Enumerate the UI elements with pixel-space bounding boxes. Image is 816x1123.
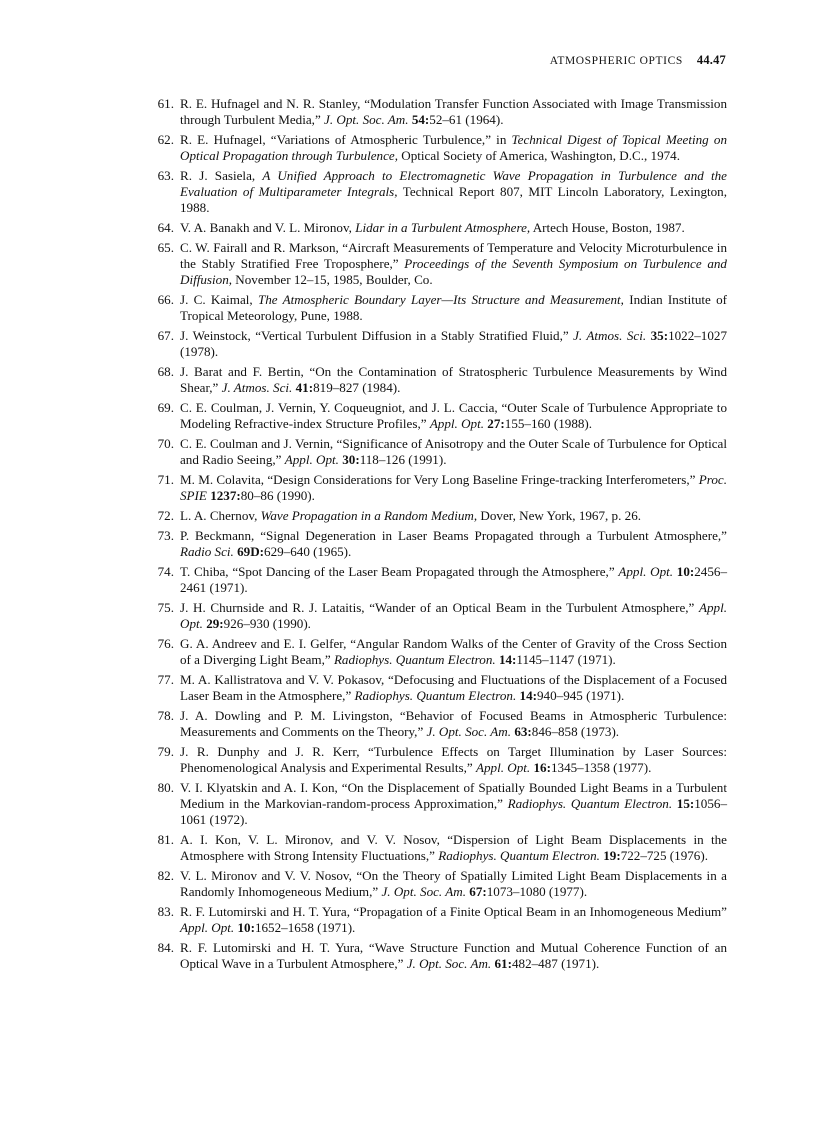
reference-title-italic: Proc. SPIE	[180, 472, 727, 504]
reference-text-segment: C. W. Fairall and R. Markson, “Aircraft Measurements of Temperature and Velocity Microturbulence in the Stably Stratified Free Troposphere,”	[180, 240, 727, 272]
reference-text-segment: 155–160 (1988).	[504, 416, 593, 432]
reference-title-italic: Appl. Opt.	[429, 416, 485, 432]
reference-text	[180, 528, 727, 559]
reference-text	[180, 868, 727, 899]
reference-text-segment: V. A. Banakh and V. L. Mironov,	[180, 220, 356, 236]
reference-item	[152, 96, 727, 128]
reference-text-segment: C. E. Coulman, J. Vernin, Y. Coqueugniot, and J. L. Caccia, “Outer Scale of Turbulence Appropriate to Modeling Refractive-index Structure Profiles,”	[180, 400, 727, 432]
reference-number: 69.	[157, 400, 174, 416]
reference-text-segment: T. Chiba, “Spot Dancing of the Laser Beam Propagated through the Atmosphere,”	[180, 564, 619, 579]
reference-item	[152, 220, 727, 236]
reference-title-italic: The Atmospheric Boundary Layer—Its Structure and Measurement,	[257, 292, 624, 308]
reference-title-italic: Lidar in a Turbulent Atmosphere,	[355, 220, 531, 236]
reference-text	[180, 132, 727, 163]
reference-number: 62.	[157, 132, 174, 147]
reference-text-segment: G. A. Andreev and E. I. Gelfer, “Angular Random Walks of the Center of Gravity of the Cross Section of a Diverging Light Beam,”	[180, 636, 727, 668]
reference-text	[180, 904, 727, 935]
reference-title-italic: Proceedings of the Seventh Symposium on Turbulence and Diffusion,	[180, 256, 727, 288]
reference-title-italic: J. Opt. Soc. Am.	[324, 112, 409, 128]
reference-text-segment: 2456–2461 (1971).	[180, 564, 727, 596]
reference-item	[152, 600, 727, 632]
reference-title-italic: Radiophys. Quantum Electron.	[354, 688, 517, 704]
reference-text-segment: Indian Institute of Tropical Meteorology, Pune, 1988.	[180, 292, 728, 324]
reference-volume: 35:	[650, 328, 669, 344]
reference-text	[180, 744, 727, 775]
reference-number: 81.	[157, 832, 174, 848]
reference-volume: 27:	[487, 416, 505, 432]
section-title: ATMOSPHERIC OPTICS	[549, 55, 683, 67]
reference-volume: 10:	[237, 920, 255, 936]
reference-text-segment: 1145–1147 (1971).	[516, 652, 616, 668]
reference-text	[180, 832, 727, 863]
reference-title-italic: Appl. Opt.	[180, 600, 727, 632]
reference-title-italic: Technical Digest of Topical Meeting on Optical Propagation through Turbulence,	[180, 132, 727, 164]
reference-text	[180, 780, 727, 827]
reference-text-segment: Optical Society of America, Washington, D.C., 1974.	[397, 148, 680, 164]
reference-item	[152, 132, 727, 164]
reference-text-segment: 482–487 (1971).	[511, 956, 600, 972]
reference-text-segment: November 12–15, 1985, Boulder, Co.	[232, 272, 433, 288]
reference-text-segment: 926–930 (1990).	[223, 616, 311, 632]
reference-volume: 30:	[342, 452, 360, 468]
reference-title-italic: Wave Propagation in a Random Medium,	[260, 508, 478, 524]
reference-volume: 10:	[676, 564, 695, 579]
reference-number: 71.	[157, 472, 174, 488]
reference-text	[180, 240, 727, 287]
reference-title-italic: Radiophys. Quantum Electron.	[438, 848, 600, 864]
reference-text-segment: J. Barat and F. Bertin, “On the Contamination of Stratospheric Turbulence Measurements by Wind Shear,”	[180, 364, 727, 396]
reference-item	[152, 240, 727, 289]
reference-text-segment: 629–640 (1965).	[264, 544, 352, 560]
reference-number: 83.	[157, 904, 174, 920]
reference-title-italic: Appl. Opt.	[618, 564, 674, 579]
reference-text	[180, 508, 641, 523]
reference-text-segment: 52–61 (1964).	[429, 112, 504, 128]
reference-text-segment: R. E. Hufnagel, “Variations of Atmospheric Turbulence,” in	[180, 132, 512, 147]
reference-volume: 69D:	[237, 544, 265, 560]
reference-volume: 54:	[411, 112, 430, 128]
reference-number: 65.	[157, 240, 174, 255]
reference-item	[152, 832, 727, 864]
reference-title-italic: J. Opt. Soc. Am.	[381, 884, 466, 900]
reference-text	[180, 472, 727, 503]
reference-text-segment: C. E. Coulman and J. Vernin, “Significance of Anisotropy and the Outer Scale of Turbulence for Optical and Radio Seeing,”	[180, 436, 727, 468]
reference-text	[180, 600, 727, 631]
reference-volume: 61:	[494, 956, 512, 972]
reference-text-segment: J. Weinstock, “Vertical Turbulent Diffusion in a Stably Stratified Fluid,”	[180, 328, 574, 344]
reference-item	[152, 472, 727, 504]
reference-item	[152, 528, 727, 560]
reference-text-segment: 819–827 (1984).	[313, 380, 401, 396]
reference-number: 82.	[157, 868, 174, 884]
reference-text-segment: 940–945 (1971).	[537, 688, 625, 704]
reference-volume: 16:	[533, 760, 551, 776]
reference-text	[180, 708, 727, 739]
reference-text	[180, 364, 727, 395]
reference-volume: 1237:	[210, 488, 241, 504]
reference-title-italic: J. Atmos. Sci.	[221, 380, 293, 396]
reference-text-segment: 1022–1027 (1978).	[180, 328, 727, 360]
reference-number: 75.	[157, 600, 174, 615]
reference-volume: 29:	[206, 616, 224, 632]
reference-text	[180, 328, 727, 359]
reference-volume: 63:	[514, 724, 532, 740]
reference-title-italic: J. Opt. Soc. Am.	[406, 956, 492, 972]
reference-text	[180, 940, 727, 971]
reference-text-segment: 1345–1358 (1977).	[550, 760, 652, 776]
reference-number: 64.	[157, 220, 174, 236]
reference-number: 61.	[157, 96, 174, 111]
reference-title-italic: Radiophys. Quantum Electron.	[507, 796, 673, 812]
reference-item	[152, 904, 727, 936]
reference-text	[180, 564, 727, 595]
reference-item	[152, 708, 727, 740]
reference-text	[180, 292, 727, 323]
reference-title-italic: A Unified Approach to Electromagnetic Wave Propagation in Turbulence and the Evaluation of Multiparameter Integrals,	[180, 168, 727, 200]
reference-number: 63.	[157, 168, 174, 183]
reference-text-segment: Technical Report 807, MIT Lincoln Laboratory, Lexington, 1988.	[180, 184, 728, 216]
reference-text-segment: J. C. Kaimal,	[180, 292, 258, 308]
reference-item	[152, 436, 727, 468]
reference-text	[180, 436, 727, 467]
reference-text-segment: 722–725 (1976).	[620, 848, 708, 864]
reference-text	[180, 672, 727, 703]
reference-text-segment: L. A. Chernov,	[180, 508, 261, 524]
reference-text-segment: P. Beckmann, “Signal Degeneration in Laser Beams Propagated through a Turbulent Atmosphere,”	[180, 528, 727, 543]
reference-title-italic: Radio Sci.	[180, 544, 234, 560]
reference-number: 70.	[157, 436, 174, 452]
reference-item	[152, 672, 727, 704]
reference-item	[152, 636, 727, 668]
reference-text-segment: J. R. Dunphy and J. R. Kerr, “Turbulence Effects on Target Illumination by Laser Sources: Phenomenological Analysis and Experimental Results,”	[180, 744, 727, 776]
reference-text-segment: 80–86 (1990).	[240, 488, 315, 504]
reference-volume: 41:	[295, 380, 314, 396]
reference-volume: 14:	[519, 688, 537, 704]
reference-title-italic: Appl. Opt.	[180, 920, 235, 936]
reference-text-segment: V. I. Klyatskin and A. I. Kon, “On the Displacement of Spatially Bounded Light Beams in a Turbulent Medium in the Markovian-random-process Approximation,”	[180, 780, 727, 812]
reference-number: 72.	[157, 508, 174, 524]
reference-text	[180, 96, 727, 127]
reference-text-segment: R. J. Sasiela,	[180, 168, 263, 183]
reference-item	[152, 364, 727, 396]
reference-number: 77.	[157, 672, 174, 687]
page-number: 44.47	[696, 53, 726, 67]
reference-text-segment: R. E. Hufnagel and N. R. Stanley, “Modulation Transfer Function Associated with Image Transmission through Turbulent Media,”	[180, 96, 727, 128]
reference-text-segment: R. F. Lutomirski and H. T. Yura, “Propagation of a Finite Optical Beam in an Inhomogeneous Medium”	[180, 904, 727, 920]
reference-text-segment: 1056–1061 (1972).	[180, 796, 727, 828]
reference-text-segment: 1073–1080 (1977).	[486, 884, 588, 900]
reference-title-italic: Radiophys. Quantum Electron.	[333, 652, 496, 668]
reference-text	[180, 400, 727, 431]
reference-item	[152, 400, 727, 432]
reference-text-segment: A. I. Kon, V. L. Mironov, and V. V. Nosov, “Dispersion of Light Beam Displacements in the Atmosphere with Strong Intensity Fluctuations,”	[180, 832, 727, 864]
reference-item	[152, 508, 727, 524]
reference-volume: 67:	[469, 884, 487, 900]
reference-number: 66.	[157, 292, 174, 308]
reference-text-segment: 846–858 (1973).	[531, 724, 620, 740]
reference-title-italic: J. Atmos. Sci.	[573, 328, 647, 344]
reference-volume: 15:	[676, 796, 695, 812]
reference-text	[180, 636, 727, 667]
reference-number: 76.	[157, 636, 174, 651]
reference-text-segment: Artech House, Boston, 1987.	[530, 220, 685, 236]
reference-text-segment: M. A. Kallistratova and V. V. Pokasov, “Defocusing and Fluctuations of the Displacement of a Focused Laser Beam in the Atmosphere,”	[180, 672, 727, 704]
reference-number: 74.	[157, 564, 174, 579]
reference-text	[180, 168, 727, 215]
reference-text-segment: 118–126 (1991).	[359, 452, 447, 468]
reference-item	[152, 564, 727, 596]
reference-list	[152, 96, 727, 976]
reference-number: 68.	[157, 364, 174, 380]
reference-text-segment: V. L. Mironov and V. V. Nosov, “On the Theory of Spatially Limited Light Beam Displacements in a Randomly Inhomogeneous Medium,”	[180, 868, 727, 900]
reference-volume: 19:	[603, 848, 621, 864]
reference-number: 67.	[157, 328, 174, 344]
reference-text-segment: 1652–1658 (1971).	[254, 920, 356, 936]
reference-number: 84.	[157, 940, 174, 956]
reference-text	[180, 220, 685, 235]
reference-item	[152, 744, 727, 776]
running-header	[550, 53, 726, 68]
reference-item	[152, 292, 727, 324]
reference-item	[152, 940, 727, 972]
reference-text-segment: M. M. Colavita, “Design Considerations for Very Long Baseline Fringe-tracking Interferometers,”	[180, 472, 699, 488]
reference-item	[152, 780, 727, 829]
reference-volume: 14:	[498, 652, 517, 668]
reference-item	[152, 168, 727, 217]
reference-number: 80.	[157, 780, 174, 795]
reference-item	[152, 328, 727, 360]
reference-text-segment: J. H. Churnside and R. J. Lataitis, “Wander of an Optical Beam in the Turbulent Atmosphere,”	[180, 600, 699, 615]
reference-title-italic: Appl. Opt.	[476, 760, 531, 776]
reference-title-italic: Appl. Opt.	[284, 452, 339, 468]
reference-item	[152, 868, 727, 900]
reference-number: 79.	[157, 744, 174, 759]
reference-text-segment: J. A. Dowling and P. M. Livingston, “Behavior of Focused Beams in Atmospheric Turbulence: Measurements and Comments on the Theory,”	[180, 708, 727, 740]
reference-number: 78.	[157, 708, 174, 723]
reference-number: 73.	[157, 528, 174, 543]
reference-title-italic: J. Opt. Soc. Am.	[426, 724, 512, 740]
reference-text-segment: R. F. Lutomirski and H. T. Yura, “Wave Structure Function and Mutual Coherence Function of an Optical Wave in a Turbulent Atmosphere,”	[180, 940, 727, 972]
reference-text-segment: Dover, New York, 1967, p. 26.	[477, 508, 642, 524]
